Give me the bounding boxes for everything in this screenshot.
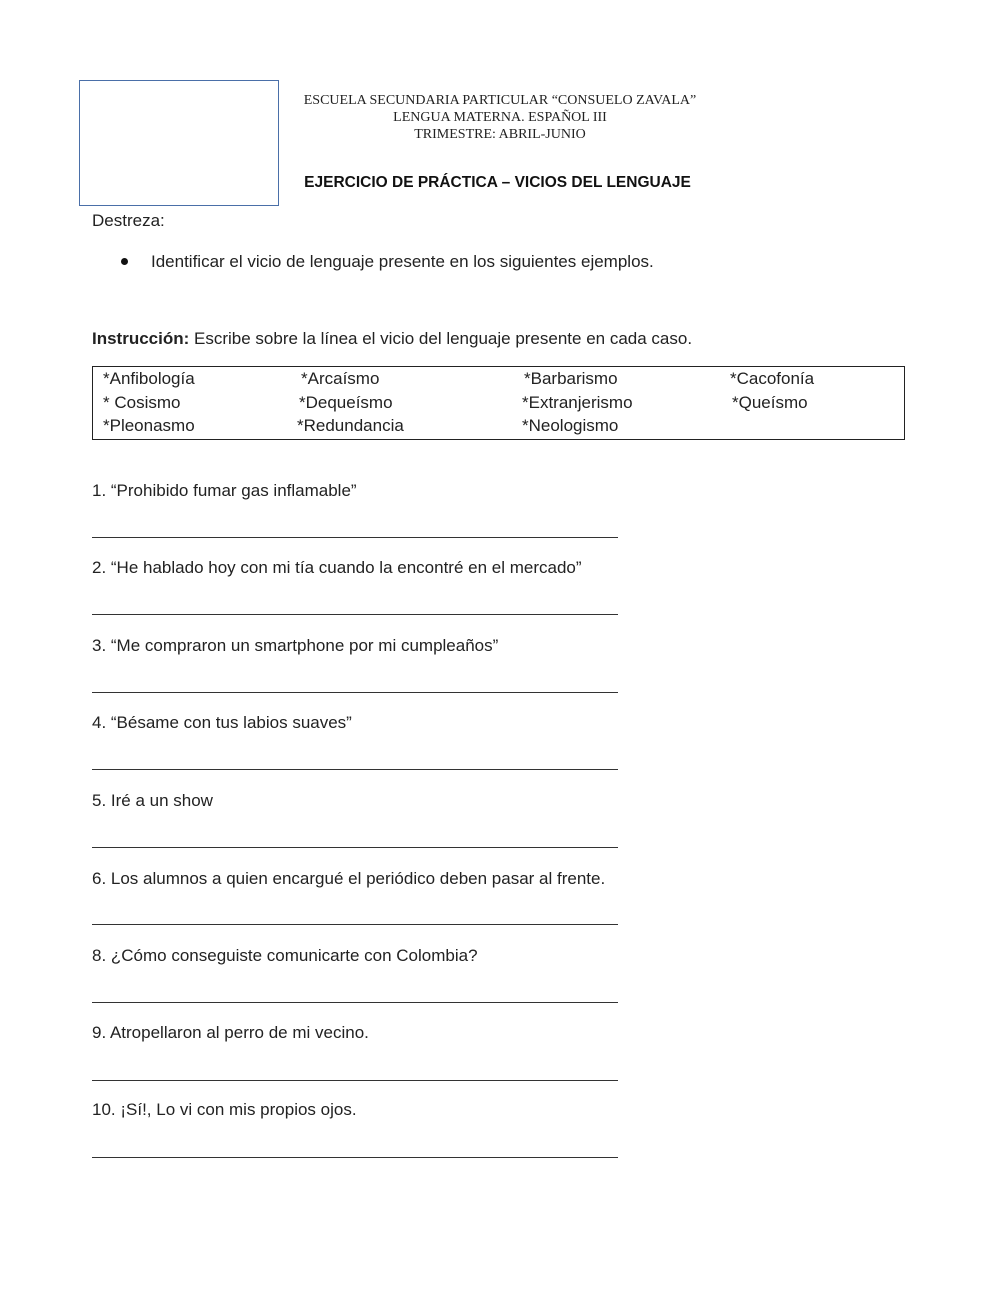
answer-line[interactable] [92, 924, 618, 925]
school-header [285, 92, 715, 143]
subject-line: LENGUA MATERNA. ESPAÑOL III [393, 110, 607, 125]
exercise-title: EJERCICIO DE PRÁCTICA – VICIOS DEL LENGUAJE [304, 174, 691, 191]
answer-line[interactable] [92, 847, 618, 848]
logo-placeholder [79, 80, 279, 206]
option-item: *Cacofonía [730, 369, 815, 388]
question-item: 3. “Me compraron un smartphone por mi cumpleaños” [92, 636, 499, 655]
question-item: 2. “He hablado hoy con mi tía cuando la encontré en el mercado” [92, 558, 582, 577]
question-item: 10. ¡Sí!, Lo vi con mis propios ojos. [92, 1100, 357, 1119]
instruction [92, 329, 692, 349]
option-item: * Cosismo [103, 393, 181, 412]
instruction-label: Instrucción: [92, 329, 190, 348]
answer-line[interactable] [92, 537, 618, 538]
instruction-text: Escribe sobre la línea el vicio del lenguaje presente en cada caso. [189, 329, 693, 348]
term-line: TRIMESTRE: ABRIL-JUNIO [414, 127, 586, 142]
answer-line[interactable] [92, 614, 618, 615]
question-item: 4. “Bésame con tus labios suaves” [92, 713, 352, 732]
answer-line[interactable] [92, 1157, 618, 1158]
option-item: *Barbarismo [524, 369, 618, 388]
question-item: 8. ¿Cómo conseguiste comunicarte con Colombia? [92, 946, 478, 965]
option-item: *Neologismo [522, 416, 619, 435]
option-item: *Arcaísmo [301, 369, 380, 388]
skill-bullet-text: Identificar el vicio de lenguaje presente en los siguientes ejemplos. [151, 252, 654, 271]
option-item: *Dequeísmo [299, 393, 393, 412]
answer-line[interactable] [92, 1002, 618, 1003]
option-item: *Redundancia [297, 416, 404, 435]
answer-line[interactable] [92, 692, 618, 693]
question-item: 5. Iré a un show [92, 791, 213, 810]
option-item: *Pleonasmo [103, 416, 195, 435]
school-name: ESCUELA SECUNDARIA PARTICULAR “CONSUELO ZAVALA” [303, 93, 697, 108]
bullet-icon [121, 258, 128, 265]
options-box [92, 366, 905, 440]
question-item: 6. Los alumnos a quien encargué el periódico deben pasar al frente. [92, 869, 606, 888]
option-item: *Extranjerismo [522, 393, 633, 412]
option-item: *Queísmo [732, 393, 808, 412]
question-item: 9. Atropellaron al perro de mi vecino. [92, 1023, 369, 1042]
answer-line[interactable] [92, 1080, 618, 1081]
question-item: 1. “Prohibido fumar gas inflamable” [92, 481, 357, 500]
option-item: *Anfibología [103, 369, 195, 388]
skill-label: Destreza: [92, 211, 165, 230]
answer-line[interactable] [92, 769, 618, 770]
